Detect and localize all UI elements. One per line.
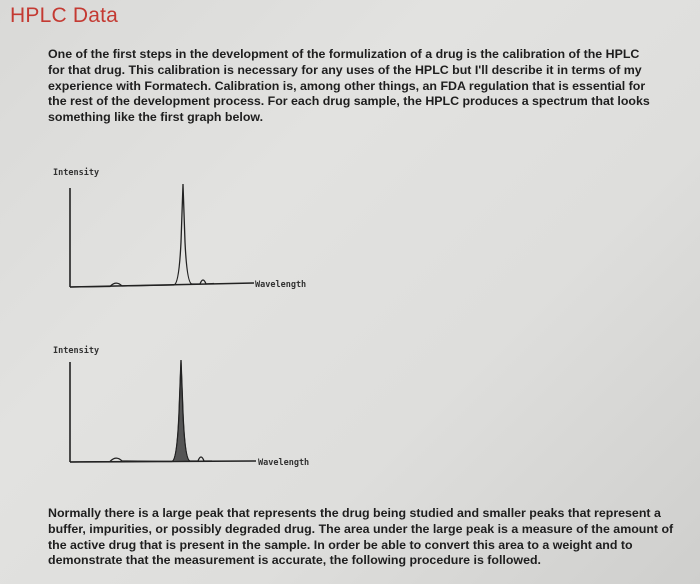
closing-paragraph: Normally there is a large peak that represents the drug being studied and smaller peaks that represent a buffer, impurities, or possibly degraded drug. The area under the large peak is a measure of the amount of the active drug that is present in the sample. In order be able to convert this area to a weight and to demonstrate that the measurement is accurate, the following procedure is followed.: [48, 506, 674, 568]
graph2-x-label: Wavelength: [258, 458, 310, 468]
graph1-trace: [70, 184, 214, 287]
graph1-chromatogram: [66, 182, 256, 292]
graph2-trace: [70, 360, 212, 462]
graph1-x-label: Wavelength: [255, 280, 307, 290]
graph2-chromatogram: [66, 358, 258, 468]
page-title: HPLC Data: [10, 4, 119, 27]
graph1-y-label: Intensity: [53, 168, 100, 178]
graph2-y-label: Intensity: [53, 346, 100, 356]
intro-paragraph: One of the first steps in the development of the formulization of a drug is the calibration of the HPLC for that drug. This calibration is necessary for any uses of the HPLC but I'll describe it in terms of my experience with Formatech. Calibration is, among other things, an FDA regulation that is essential for the rest of the development process. For each drug sample, the HPLC produces a spectrum that looks something like the first graph below.: [48, 47, 650, 125]
